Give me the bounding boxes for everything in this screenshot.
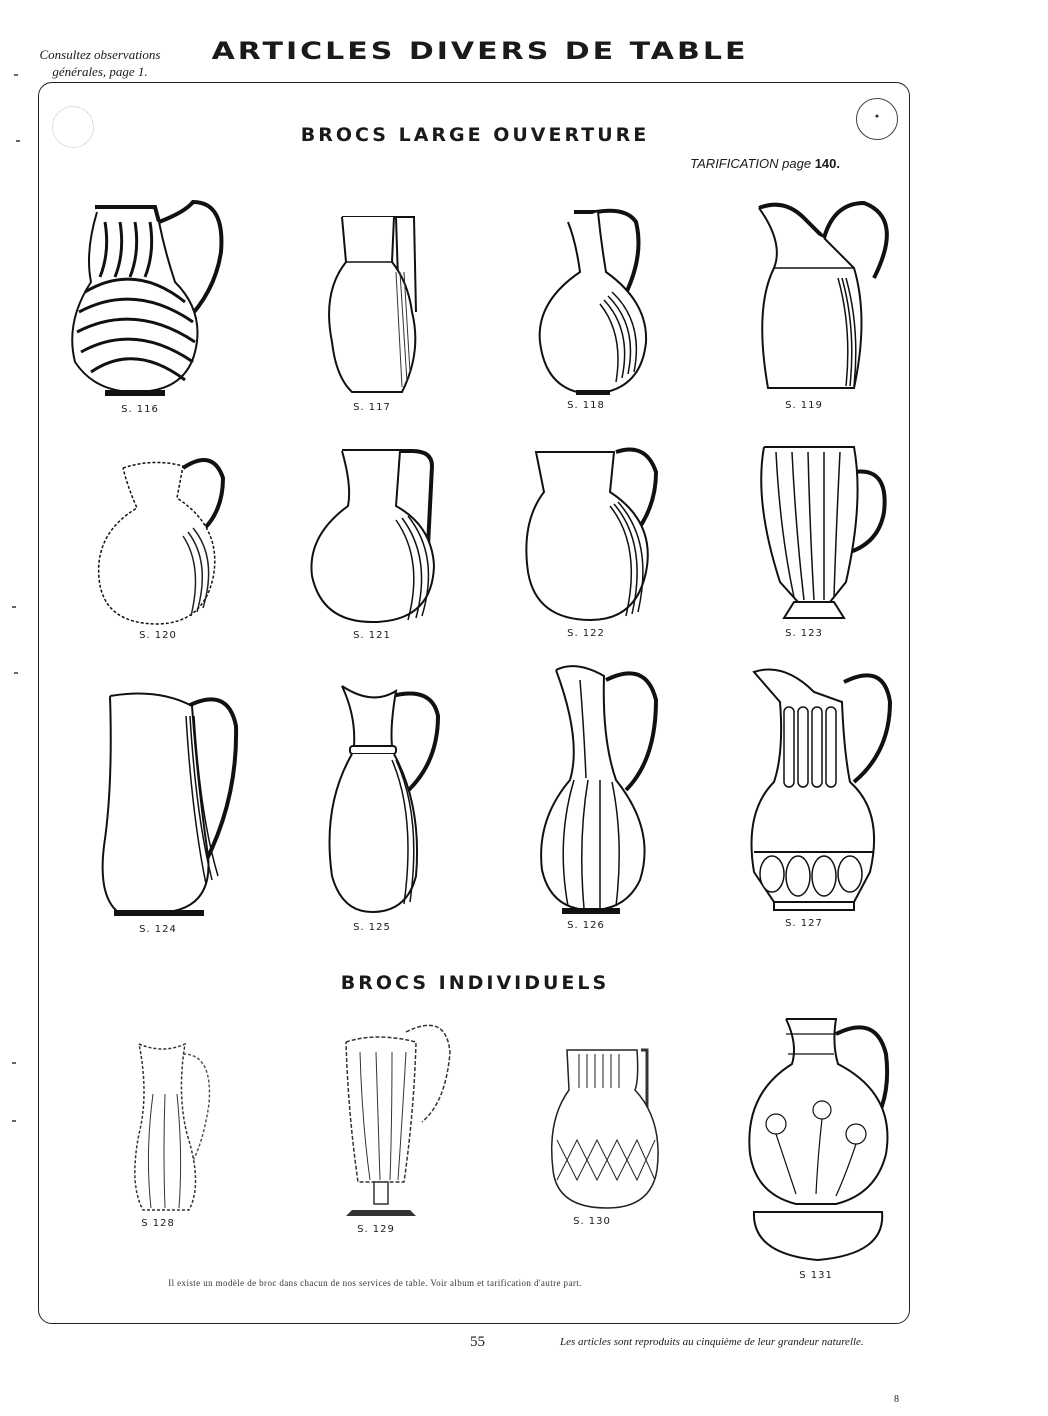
page-number: 55	[470, 1334, 485, 1350]
margin-mark	[12, 1120, 16, 1122]
catalog-item	[486, 202, 686, 411]
item-label: S. 126	[567, 920, 605, 931]
catalog-item	[272, 676, 472, 933]
catalog-item	[272, 446, 472, 641]
corner-number: 8	[894, 1394, 899, 1405]
header-note	[30, 46, 170, 80]
ewer-cut-icon	[714, 662, 894, 916]
page-title: ARTICLES DIVERS DE TABLE	[211, 37, 749, 66]
catalog-item	[40, 192, 240, 415]
pitcher-round-icon	[73, 448, 243, 628]
item-label: S. 117	[353, 402, 391, 413]
item-label: S. 121	[353, 630, 391, 641]
engraved-ewer-with-basin-icon	[726, 1014, 906, 1268]
item-label: S. 125	[353, 922, 391, 933]
tarification-note	[600, 156, 840, 171]
scale-note: Les articles sont reproduits au cinquième de leur grandeur naturelle.	[560, 1336, 864, 1348]
pitcher-tall-icon	[68, 686, 248, 922]
catalog-item	[492, 1040, 692, 1227]
pitcher-round-icon	[496, 442, 676, 626]
margin-mark	[14, 672, 18, 674]
tarification-label: TARIFICATION	[690, 156, 779, 171]
small-cut-pitcher-icon	[507, 1040, 677, 1214]
catalog-item	[58, 448, 258, 641]
catalog-item	[716, 1014, 916, 1281]
catalog-item	[486, 660, 686, 931]
item-label: S. 123	[785, 628, 823, 639]
pitcher-ovoid-icon	[714, 198, 894, 398]
item-label: S. 129	[357, 1224, 395, 1235]
pitcher-twisted-icon	[55, 192, 225, 402]
item-label: S. 116	[121, 404, 159, 415]
catalog-item	[58, 1034, 258, 1229]
footnote: Il existe un modèle de broc dans chacun de nos services de table. Voir album et tarification d'autre part.	[168, 1278, 582, 1288]
item-label: S. 124	[139, 924, 177, 935]
item-label: S. 120	[139, 630, 177, 641]
faded-stamp-icon	[52, 106, 94, 148]
section-title-large-ouverture: BROCS LARGE OUVERTURE	[300, 124, 650, 146]
tarification-page-number: 140.	[814, 156, 840, 171]
margin-mark	[16, 140, 20, 142]
item-label: S. 130	[573, 1216, 611, 1227]
ewer-fluted-icon	[496, 660, 676, 918]
item-label: S. 118	[567, 400, 605, 411]
margin-mark	[12, 1062, 16, 1064]
catalog-item	[58, 686, 258, 935]
pitcher-straight-icon	[292, 202, 452, 400]
catalog-item	[704, 198, 904, 411]
catalog-item	[486, 442, 686, 639]
tarification-page-word: page	[782, 156, 812, 171]
item-label: S. 127	[785, 918, 823, 929]
maker-stamp-icon: ✦	[856, 98, 898, 140]
small-footed-pitcher-icon	[286, 1012, 466, 1222]
ewer-narrow-icon	[292, 676, 452, 920]
catalog-item	[276, 1012, 476, 1235]
margin-mark	[14, 74, 18, 76]
catalog-item	[704, 442, 904, 639]
margin-mark	[12, 606, 16, 608]
item-label: S. 119	[785, 400, 823, 411]
pitcher-footed-ribbed-icon	[714, 442, 894, 626]
item-label: S 131	[799, 1270, 833, 1281]
pitcher-globe-icon	[496, 202, 676, 398]
pitcher-round-square-handle-icon	[282, 446, 462, 628]
header-note-line-1: Consultez observations	[39, 47, 161, 62]
item-label: S. 122	[567, 628, 605, 639]
small-pitcher-icon	[73, 1034, 243, 1216]
header-note-line-2: générales, page 1.	[52, 64, 148, 79]
section-title-individuels: BROCS INDIVIDUELS	[340, 972, 610, 994]
item-label: S 128	[141, 1218, 175, 1229]
catalog-item	[272, 202, 472, 413]
catalog-item	[704, 662, 904, 929]
